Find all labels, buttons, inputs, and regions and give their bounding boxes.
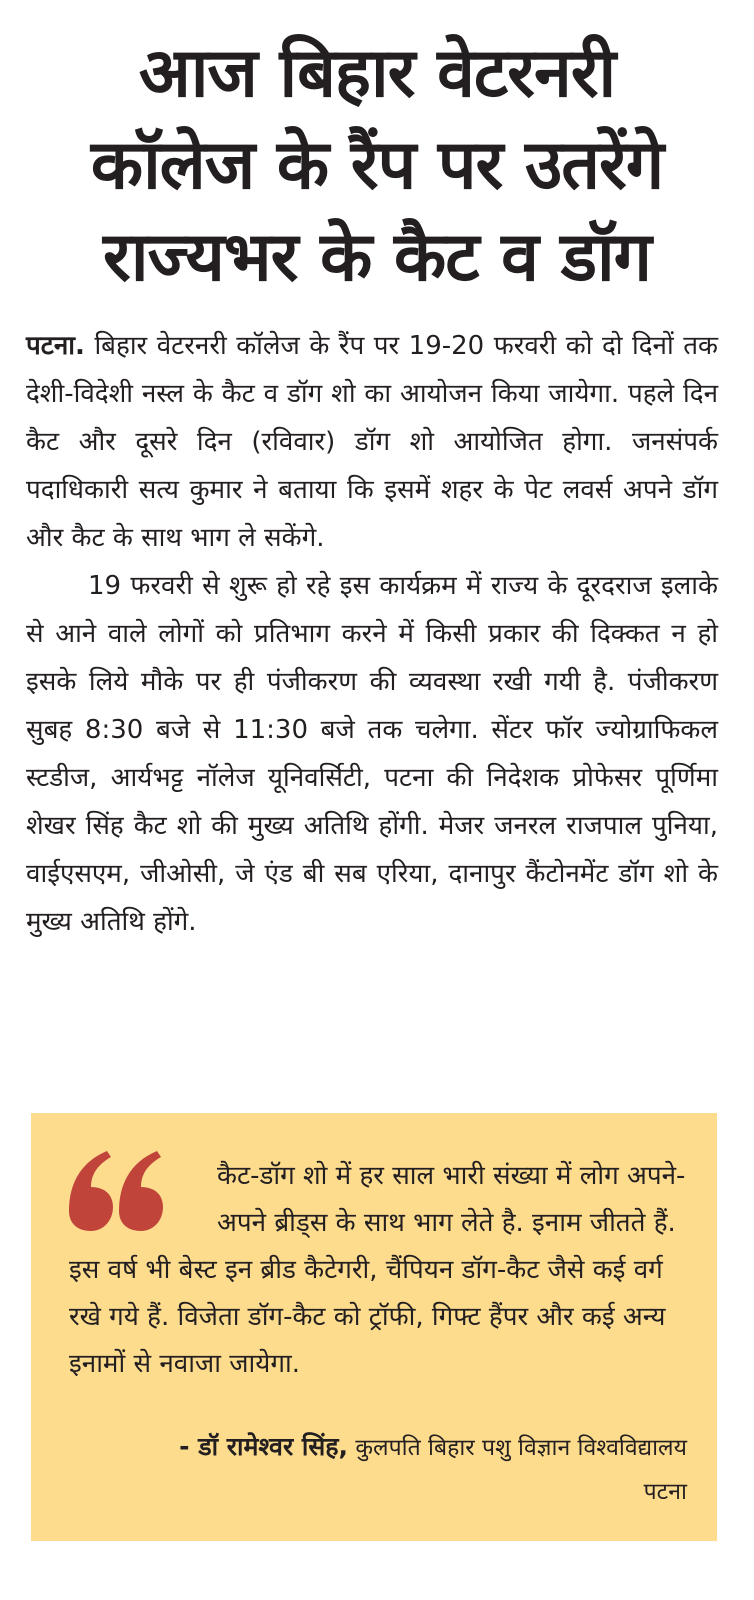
attribution-line: [87, 1425, 687, 1470]
quote-text: कैट-डॉग शो में हर साल भारी संख्या में लोग अपने-अपने ब्रीड्स के साथ भाग लेते है. इनाम जीतते हैं. इस वर्ष भी बेस्ट इन ब्रीड कैटेगरी, चैंपियन डॉग-कैट जैसे कई वर्ग रखे गये हैं. विजेता डॉग-कैट को ट्रॉफी, गिफ्ट हैंपर और कई अन्य इनामों से नवाजा जायेगा.: [69, 1161, 686, 1379]
headline-line-2: कॉलेज के रैंप पर उतरेंगे: [90, 126, 664, 205]
quote-place: पटना: [643, 1479, 687, 1505]
dateline: पटना.: [26, 331, 85, 361]
article-body: [26, 322, 718, 946]
quote-author: - डॉ रामेश्वर सिंह,: [179, 1432, 349, 1461]
quote-designation: कुलपति बिहार पशु विज्ञान विश्वविद्यालय: [355, 1435, 687, 1461]
headline: [22, 28, 732, 304]
paragraph-1-text: बिहार वेटरनरी कॉलेज के रैंप पर 19-20 फरवरी को दो दिनों तक देशी-विदेशी नस्ल के कैट व डॉग शो का आयोजन किया जायेगा. पहले दिन कैट और दूसरे दिन (रविवार) डॉग शो आयोजित होगा. जनसंपर्क पदाधिकारी सत्य कुमार ने बताया कि इसमें शहर के पेट लवर्स अपने डॉग और कैट के साथ भाग ले सकेंगे.: [26, 331, 718, 553]
headline-line-3: राज्यभर के कैट व डॉग: [103, 218, 651, 297]
headline-line-1: आज बिहार वेटरनरी: [138, 34, 616, 113]
article-paragraph-1: [26, 322, 718, 562]
quote-attribution: [87, 1425, 687, 1514]
quote-box: [31, 1113, 717, 1541]
article-paragraph-2: 19 फरवरी से शुरू हो रहे इस कार्यक्रम में राज्य के दूरदराज इलाके से आने वाले लोगों को प्रतिभाग करने में किसी प्रकार की दिक्कत न हो इसके लिये मौके पर ही पंजीकरण की व्यवस्था रखी गयी है. पंजीकरण सुबह 8:30 बजे से 11:30 बजे तक चलेगा. सेंटर फॉर ज्योग्राफिकल स्टडीज, आर्यभट्ट नॉलेज यूनिवर्सिटी, पटना की निदेशक प्रोफेसर पूर्णिमा शेखर सिंह कैट शो की मुख्य अतिथि होंगी. मेजर जनरल राजपाल पुनिया, वाईएसएम, जीओसी, जे एंड बी सब एरिया, दानापुर कैंटोनमेंट डॉग शो के मुख्य अतिथि होंगे.: [26, 571, 718, 937]
